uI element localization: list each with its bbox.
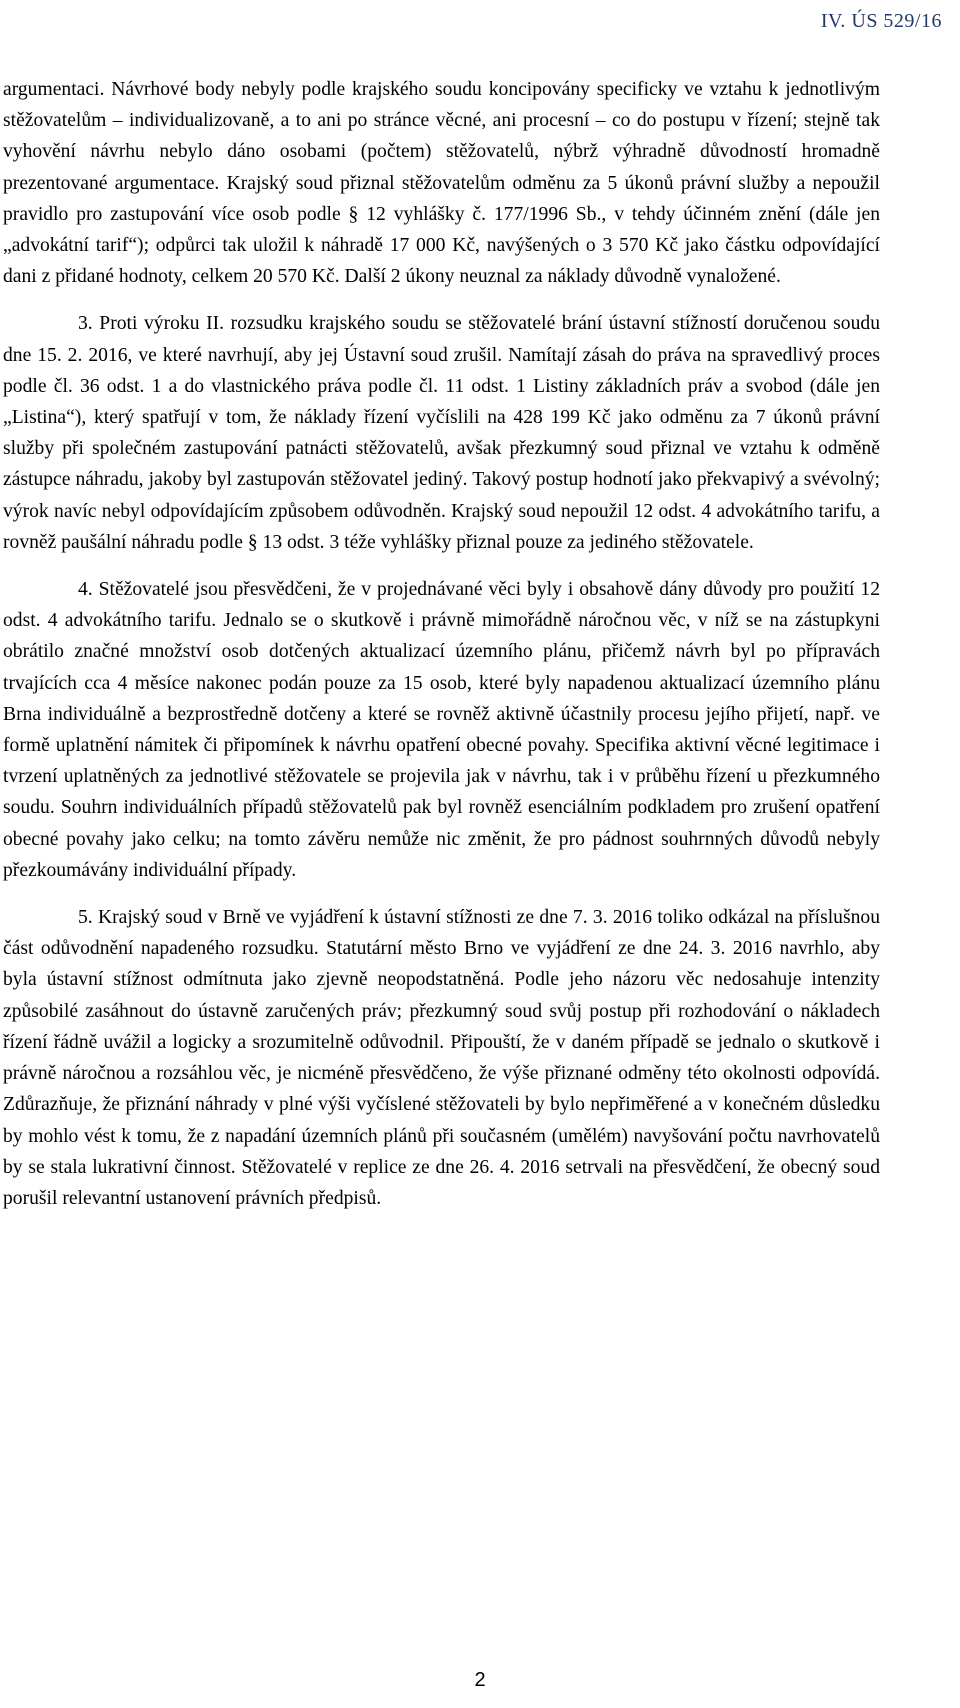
paragraph-5: 5. Krajský soud v Brně ve vyjádření k ústavní stížnosti ze dne 7. 3. 2016 toliko odkázal na příslušnou část odůvodnění napadeného rozsudku. Statutární město Brno ve vyjádření ze dne 24. 3. 2016 navrhlo, aby byla ústavní stížnost odmítnuta jako zjevně neopodstatněná. Podle jeho názoru věc nedosahuje intenzity způsobilé zasáhnout do ústavně zaručených práv; přezkumný soud svůj postup při rozhodování o nákladech řízení řádně uvážil a logicky a srozumitelně odůvodnil. Připouští, že v daném případě se jednalo o skutkově i právně náročnou a rozsáhlou věc, je nicméně přesvědčeno, že výše přiznané odměny této okolnosti odpovídá. Zdůrazňuje, že přiznání náhrady v plné výši vyčíslené stěžovateli by bylo nepřiměřené a v konečném důsledku by mohlo vést k tomu, že z napadání územních plánů při současném (umělém) navyšování počtu navrhovatelů by se stala lukrativní činnost. Stěžovatelé v replice ze dne 26. 4. 2016 setrvali na přesvědčení, že obecný soud porušil relevantní ustanovení právních předpisů.	[3, 907, 880, 1209]
paragraph-3: 3. Proti výroku II. rozsudku krajského soudu se stěžovatelé brání ústavní stížností doručenou soudu dne 15. 2. 2016, ve které navrhují, aby jej Ústavní soud zrušil. Namítají zásah do práva na spravedlivý proces podle čl. 36 odst. 1 a do vlastnického práva podle čl. 11 odst. 1 Listiny základních práv a svobod (dále jen „Listina“), který spatřují v tom, že náklady řízení vyčíslili na 428 199 Kč jako odměnu za 7 úkonů právní služby při společném zastupování patnácti stěžovatelů, avšak přezkumný soud přiznal ve vztahu k odměně zástupce náhradu, jakoby byl zastupován stěžovatel jediný. Takový postup hodnotí jako překvapivý a svévolný; výrok navíc nebyl odpovídajícím způsobem odůvodněn. Krajský soud nepoužil 12 odst. 4 advokátního tarifu, a rovněž paušální náhradu podle § 13 odst. 3 téže vyhlášky přiznal pouze za jediného stěžovatele.	[3, 313, 880, 553]
page-number: 2	[474, 1669, 486, 1691]
document-body	[3, 74, 880, 1214]
paragraph-continuation: argumentaci. Návrhové body nebyly podle krajského soudu koncipovány specificky ve vztahu k jednotlivým stěžovatelům – individualizovaně, a to ani po stránce věcné, ani procesní – co do postupu v řízení; stejně tak vyhovění návrhu nebylo dáno osobami (počtem) stěžovatelů, nýbrž výhradně důvodností hromadně prezentované argumentace. Krajský soud přiznal stěžovatelům odměnu za 5 úkonů právní služby a nepoužil pravidlo pro zastupování více osob podle § 12 vyhlášky č. 177/1996 Sb., v tehdy účinném znění (dále jen „advokátní tarif“); odpůrci tak uložil k náhradě 17 000 Kč, navýšených o 3 570 Kč jako částku odpovídající dani z přidané hodnoty, celkem 20 570 Kč. Další 2 úkony neuznal za náklady důvodně vynaložené.	[3, 79, 880, 288]
case-number-header: IV. ÚS 529/16	[820, 10, 942, 32]
paragraph-4: 4. Stěžovatelé jsou přesvědčeni, že v projednávané věci byly i obsahově dány důvody pro použití 12 odst. 4 advokátního tarifu. Jednalo se o skutkově i právně mimořádně náročnou věc, v níž se na zástupkyni obrátilo značné množství osob dotčených aktualizací územního plánu, přičemž návrh byl po přípravách trvajících cca 4 měsíce nakonec podán pouze za 15 osob, které byly napadenou aktualizací územního plánu Brna individuálně a bezprostředně dotčeny a které se rovněž aktivně účastnily procesu jejího přijetí, např. ve formě uplatnění námitek či připomínek k návrhu opatření obecné povahy. Specifika aktivní věcné legitimace i tvrzení uplatněných za jednotlivé stěžovatele se projevila jak v návrhu, tak i v průběhu řízení u přezkumného soudu. Souhrn individuálních případů stěžovatelů pak byl rovněž esenciálním podkladem pro zrušení opatření obecné povahy jako celku; na tomto závěru nemůže nic změnit, že pro pádnost souhrnných důvodů nebyly přezkoumávány individuální případy.	[3, 579, 880, 881]
